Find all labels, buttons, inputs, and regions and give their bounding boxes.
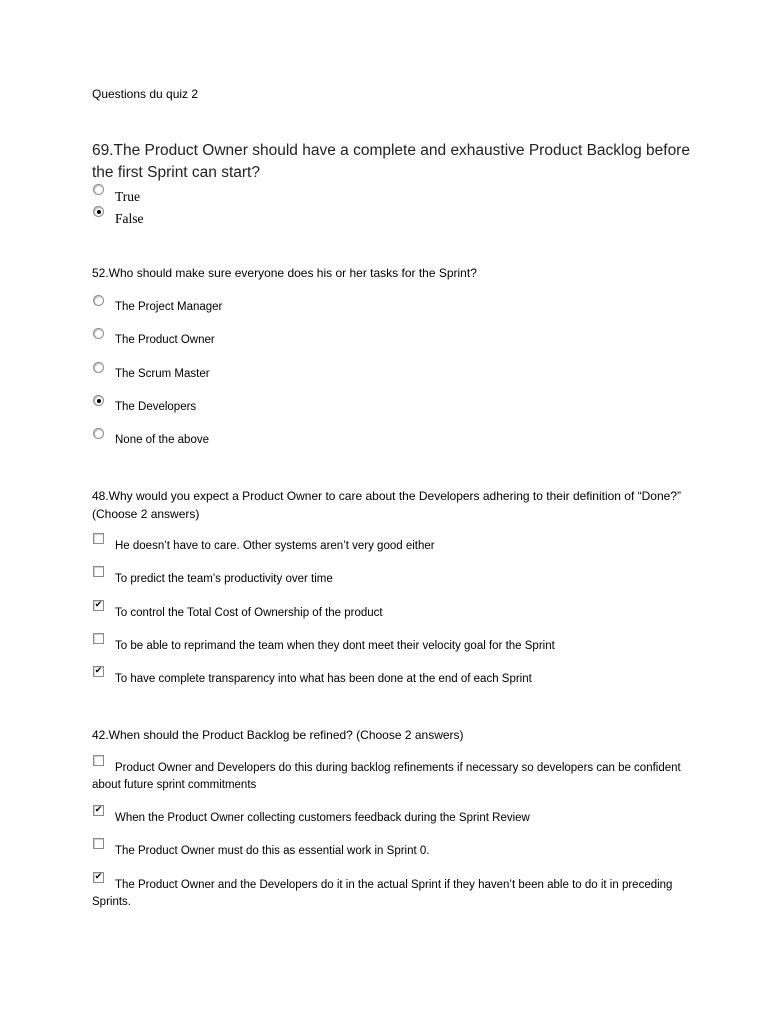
- question-48: [92, 487, 692, 523]
- radio-button[interactable]: [93, 328, 104, 339]
- checkmark-icon: ✔: [94, 600, 103, 610]
- radio-button-selected[interactable]: [93, 395, 104, 406]
- checkmark-icon: ✔: [94, 666, 103, 676]
- option-label: The Product Owner must do this as essential work in Sprint 0.: [115, 845, 430, 857]
- option-label: None of the above: [115, 434, 209, 446]
- question-69: [92, 140, 692, 184]
- checkmark-icon: ✔: [94, 805, 103, 815]
- question-52: [92, 264, 692, 282]
- radio-button[interactable]: [93, 295, 104, 306]
- checkbox[interactable]: [93, 633, 104, 644]
- checkbox[interactable]: [93, 533, 104, 544]
- option-label: The Product Owner: [115, 334, 215, 346]
- checkbox[interactable]: [93, 755, 104, 766]
- checkbox[interactable]: [93, 566, 104, 577]
- radio-button-selected[interactable]: [93, 206, 104, 217]
- option-label: True: [115, 189, 141, 204]
- option-42-d[interactable]: [92, 872, 692, 911]
- checkbox-checked[interactable]: [93, 872, 104, 883]
- checkbox[interactable]: [93, 838, 104, 849]
- option-label: To predict the team’s productivity over time: [115, 573, 333, 585]
- option-label: The Product Owner and the Developers do it in the actual Sprint if they haven’t been able to do it in preceding Sprints.: [92, 879, 673, 908]
- question-title: 69.The Product Owner should have a complete and exhaustive Product Backlog before the first Sprint can start?: [92, 142, 690, 181]
- checkbox-checked[interactable]: [93, 805, 104, 816]
- radio-button[interactable]: [93, 184, 104, 195]
- option-label: The Project Manager: [115, 301, 223, 313]
- question-42: [92, 726, 692, 744]
- option-label: Product Owner and Developers do this during backlog refinements if necessary so developers can be confident about future sprint commitments: [92, 762, 681, 791]
- radio-button[interactable]: [93, 428, 104, 439]
- question-title: 52.Who should make sure everyone does his or her tasks for the Sprint?: [92, 266, 477, 280]
- option-label: The Developers: [115, 401, 197, 413]
- option-label: The Scrum Master: [115, 368, 210, 380]
- option-label: To have complete transparency into what has been done at the end of each Sprint: [115, 673, 532, 685]
- option-label: When the Product Owner collecting customers feedback during the Sprint Review: [115, 812, 530, 824]
- option-label: To be able to reprimand the team when they dont meet their velocity goal for the Sprint: [115, 640, 555, 652]
- question-title: 42.When should the Product Backlog be refined? (Choose 2 answers): [92, 728, 464, 742]
- option-label: To control the Total Cost of Ownership of the product: [115, 607, 383, 619]
- option-42-a[interactable]: [92, 760, 692, 794]
- checkbox-checked[interactable]: [93, 666, 104, 677]
- checkbox-checked[interactable]: [93, 600, 104, 611]
- option-label: False: [115, 211, 144, 226]
- question-title: 48.Why would you expect a Product Owner to care about the Developers adhering to their definition of “Done?” (Choose 2 answers): [92, 489, 682, 521]
- option-label: He doesn’t have to care. Other systems aren’t very good either: [115, 540, 435, 552]
- checkmark-icon: ✔: [94, 872, 103, 882]
- radio-button[interactable]: [93, 362, 104, 373]
- document-title: Questions du quiz 2: [92, 87, 199, 101]
